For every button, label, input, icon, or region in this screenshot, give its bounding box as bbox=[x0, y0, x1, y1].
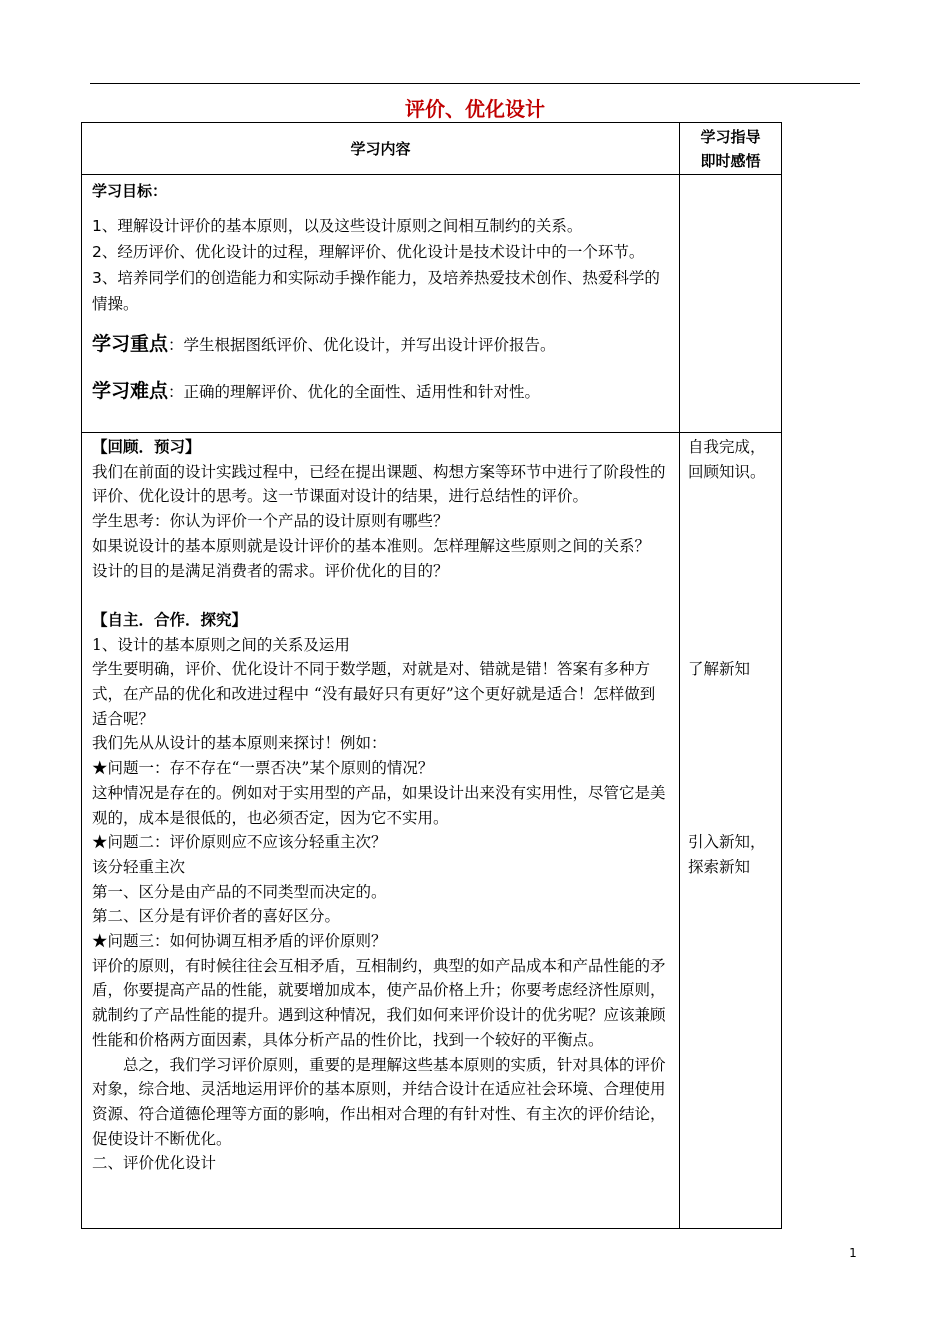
header-rule bbox=[90, 83, 860, 84]
review-paragraph: 学生思考：你认为评价一个产品的设计原则有哪些？ bbox=[92, 512, 449, 531]
difficulty-label: 学习难点 bbox=[92, 380, 169, 402]
review-paragraph: 我们在前面的设计实践过程中，已经在提出课题、构想方案等环节中进行了阶段性的评价、优化设计的思考。这一节课面对设计的结果，进行总结性的评价。 bbox=[92, 462, 666, 506]
main-row bbox=[82, 433, 782, 1229]
explore-paragraph: 我们先从从设计的基本原则来探讨！例如： bbox=[92, 734, 387, 753]
explore-paragraph: 第一、区分是由产品的不同类型而决定的。 bbox=[92, 882, 387, 901]
section-two-heading: 二、评价优化设计 bbox=[92, 1154, 217, 1173]
explore-paragraph: 这种情况是存在的。例如对于实用型的产品，如果设计出来没有实用性，尽管它是美观的，成本是很低的，也必须否定，因为它不实用。 bbox=[92, 783, 666, 827]
focus-line bbox=[92, 331, 669, 358]
question-heading: ★问题二：评价原则应不应该分轻重主次？ bbox=[92, 833, 387, 852]
question-heading: ★问题一：存不存在“一票否决”某个原则的情况？ bbox=[92, 759, 434, 778]
explore-heading: 【自主．合作．探究】 bbox=[92, 610, 248, 629]
lesson-table bbox=[81, 122, 782, 1229]
explore-paragraph: 1、设计的基本原则之间的关系及运用 bbox=[92, 635, 350, 654]
spacer bbox=[688, 484, 773, 657]
explore-paragraph: 学生要明确，评价、优化设计不同于数学题，对就是对、错就是错！答案有多种方式，在产品的优化和改进过程中 “没有最好只有更好”这个更好就是适合！怎样做到适合呢？ bbox=[92, 660, 656, 728]
review-heading: 【回顾．预习】 bbox=[92, 438, 201, 456]
goals-cell bbox=[82, 175, 680, 433]
goals-label: 学习目标： bbox=[92, 182, 168, 200]
explore-paragraph: 评价的原则，有时候往往会互相矛盾，互相制约，典型的如产品成本和产品性能的矛盾，你要提高产品的性能，就要增加成本，使产品价格上升；你要考虑经济性原则，就制约了产品性能的提升。遇到这种情况，我们如何来评价设计的优劣呢？应该兼顾性能和价格两方面因素，具体分析产品的性价比，找到一个较好的平衡点。 bbox=[92, 956, 666, 1049]
review-paragraph: 设计的目的是满足消费者的需求。评价优化的目的？ bbox=[92, 561, 449, 580]
side-note-review: 自我完成，回顾知识。 bbox=[688, 438, 766, 481]
review-paragraph: 如果说设计的基本原则就是设计评价的基本准则。怎样理解这些原则之间的关系？ bbox=[92, 536, 651, 555]
goal-item: 3、培养同学们的创造能力和实际动手操作能力，及培养热爱技术创作、热爱科学的情操。 bbox=[92, 269, 660, 313]
header-main: 学习内容 bbox=[82, 123, 680, 175]
explore-paragraph: 该分轻重主次 bbox=[92, 857, 186, 876]
header-side bbox=[680, 123, 782, 175]
difficulty-line bbox=[92, 378, 669, 405]
question-heading: ★问题三：如何协调互相矛盾的评价原则？ bbox=[92, 932, 387, 951]
goal-item: 2、经历评价、优化设计的过程，理解评价、优化设计是技术设计中的一个环节。 bbox=[92, 243, 645, 261]
main-content-cell bbox=[82, 433, 680, 1229]
spacer bbox=[688, 682, 773, 830]
goals-row bbox=[82, 175, 782, 433]
page-title: 评价、优化设计 bbox=[405, 97, 545, 121]
table-header-row bbox=[82, 123, 782, 175]
difficulty-text: ：正确的理解评价、优化的全面性、适用性和针对性。 bbox=[168, 383, 541, 401]
goal-item: 1、理解设计评价的基本原则，以及这些设计原则之间相互制约的关系。 bbox=[92, 217, 583, 235]
goals-side-cell bbox=[680, 175, 782, 433]
side-notes-cell bbox=[680, 433, 782, 1229]
spacer bbox=[92, 583, 669, 608]
header-side-line1: 学习指导 bbox=[700, 127, 761, 146]
explore-paragraph: 第二、区分是有评价者的喜好区分。 bbox=[92, 907, 341, 926]
side-note-new: 了解新知 bbox=[688, 660, 751, 679]
page-number: 1 bbox=[849, 1246, 857, 1260]
summary-paragraph: 总之，我们学习评价原则，重要的是理解这些基本原则的实质，针对具体的评价对象，综合地、灵活地运用评价的基本原则，并结合设计在适应社会环境、合理使用资源、符合道德伦理等方面的影响，作出相对合理的有针对性、有主次的评价结论，促使设计不断优化。 bbox=[92, 1055, 666, 1148]
side-note-explore: 引入新知，探索新知 bbox=[688, 833, 766, 876]
focus-label: 学习重点 bbox=[92, 333, 169, 355]
header-side-line2: 即时感悟 bbox=[700, 151, 761, 170]
focus-text: ：学生根据图纸评价、优化设计，并写出设计评价报告。 bbox=[168, 336, 556, 354]
